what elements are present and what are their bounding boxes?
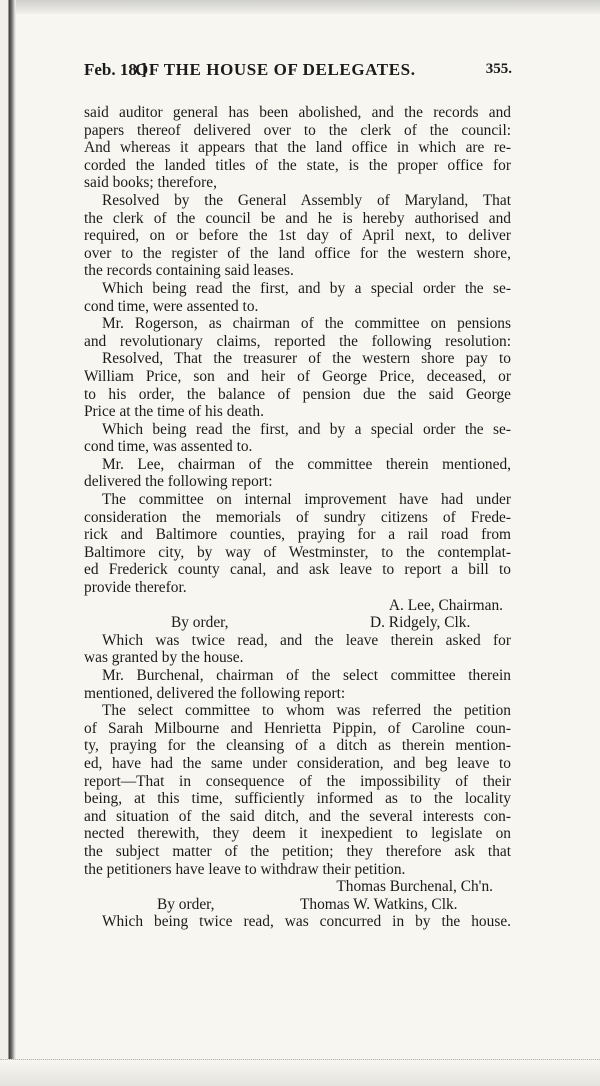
scan-left-edge bbox=[0, 0, 16, 1086]
text-line: mentioned, delivered the following report: bbox=[84, 684, 346, 702]
text-line: the clerk of the council be and he is hereby authorised and bbox=[84, 209, 511, 227]
text-line: Which was twice read, and the leave therein asked for bbox=[102, 631, 511, 649]
text-line: required, on or before the 1st day of April next, to deliver bbox=[84, 227, 511, 245]
signature-line: A. Lee, Chairman. bbox=[388, 596, 503, 614]
text-line: Resolved, That the treasurer of the western shore pay to bbox=[102, 350, 511, 368]
text-line: ty, praying for the cleansing of a ditch as therein mention- bbox=[84, 737, 511, 755]
text-line: cond time, were assented to. bbox=[84, 297, 259, 315]
text-line: William Price, son and heir of George Price, deceased, or bbox=[84, 367, 511, 385]
page-body bbox=[84, 104, 511, 931]
text-line: and situation of the said ditch, and the several interests con- bbox=[84, 807, 511, 825]
text-line: of Sarah Milbourne and Henrietta Pippin, of Caroline coun- bbox=[84, 719, 511, 737]
signature-line bbox=[84, 896, 511, 914]
clerk-signature: D. Ridgely, Clk. bbox=[370, 614, 471, 632]
by-order-label: By order, bbox=[171, 614, 229, 632]
text-line: Mr. Burchenal, chairman of the select committee therein bbox=[102, 667, 511, 684]
text-line: cond time, was assented to. bbox=[84, 438, 253, 456]
text-line: Which being twice read, was concurred in by the house. bbox=[102, 913, 511, 931]
text-line: And whereas it appears that the land office in which are re- bbox=[84, 139, 511, 157]
text-line: Price at the time of his death. bbox=[84, 403, 264, 421]
text-line: Mr. Lee, chairman of the committee therein mentioned, bbox=[102, 455, 511, 473]
text-line: papers thereof delivered over to the clerk of the council: bbox=[84, 121, 511, 139]
text-line: rick and Baltimore counties, praying for a rail road from bbox=[84, 526, 511, 544]
text-line: delivered the following report: bbox=[84, 473, 273, 491]
text-line: consideration the memorials of sundry citizens of Frede- bbox=[84, 508, 511, 526]
by-order-label: By order, bbox=[157, 895, 215, 913]
scan-top-edge bbox=[0, 0, 600, 14]
text-line: over to the register of the land office for the western shore, bbox=[84, 244, 511, 262]
signature-line: Thomas Burchenal, Ch'n. bbox=[336, 878, 493, 896]
running-title: OF THE HOUSE OF DELEGATES. bbox=[135, 60, 416, 79]
text-line: Which being read the first, and by a special order the se- bbox=[102, 420, 511, 438]
text-line: Baltimore city, by way of Westminster, to the contemplat- bbox=[84, 543, 511, 561]
text-line: said books; therefore, bbox=[84, 174, 217, 192]
text-line: the records containing said leases. bbox=[84, 262, 294, 280]
text-line: to his order, the balance of pension due the said George bbox=[84, 385, 511, 403]
text-line: report—That in consequence of the impossibility of their bbox=[84, 772, 511, 790]
signature-line bbox=[84, 614, 511, 632]
text-line: the petitioners have leave to withdraw their petition. bbox=[84, 860, 406, 878]
text-line: provide therefor. bbox=[84, 579, 187, 597]
text-line: Which being read the first, and by a special order the se- bbox=[102, 279, 511, 297]
scan-bottom-edge bbox=[0, 1059, 600, 1086]
text-line: Mr. Rogerson, as chairman of the committee on pensions bbox=[102, 315, 511, 333]
text-line: being, at this time, sufficiently informed as to the locality bbox=[84, 790, 511, 808]
page-number: 355. bbox=[485, 61, 512, 77]
text-line: was granted by the house. bbox=[84, 649, 244, 667]
text-line: the subject matter of the petition; they therefore ask that bbox=[84, 842, 511, 860]
text-line: The committee on internal improvement have had under bbox=[102, 491, 511, 509]
text-line: nected therewith, they deem it inexpedient to legislate on bbox=[84, 825, 511, 843]
text-line: ed Frederick county canal, and ask leave to report a bill to bbox=[84, 561, 511, 579]
running-header bbox=[84, 60, 512, 84]
text-line: Resolved by the General Assembly of Maryland, That bbox=[102, 191, 511, 209]
text-line: corded the landed titles of the state, is the proper office for bbox=[84, 156, 511, 174]
clerk-signature: Thomas W. Watkins, Clk. bbox=[300, 895, 458, 913]
text-line: and revolutionary claims, reported the following resolution: bbox=[84, 332, 511, 350]
text-line: said auditor general has been abolished, and the records and bbox=[84, 104, 511, 121]
text-line: ed, have had the same under consideration, and beg leave to bbox=[84, 754, 511, 772]
text-line: The select committee to whom was referred the petition bbox=[102, 702, 511, 720]
running-date: Feb. 18.] bbox=[84, 60, 147, 79]
